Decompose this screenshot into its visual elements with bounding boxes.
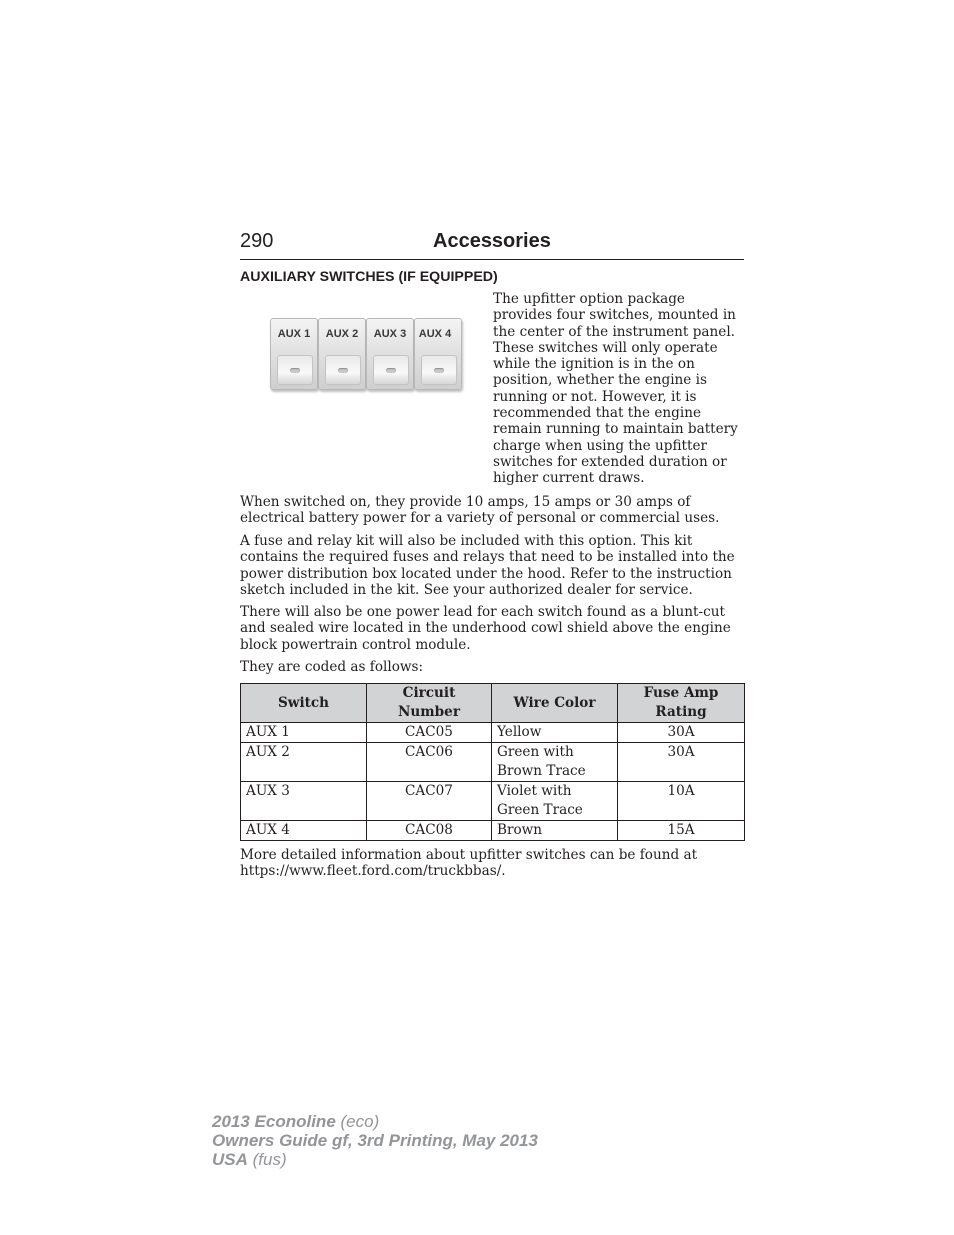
column-header: Switch xyxy=(241,684,367,723)
section-title: Accessories xyxy=(433,230,551,252)
aux-switch-label: AUX 1 xyxy=(277,328,311,340)
page-header xyxy=(240,229,744,260)
body-paragraph: They are coded as follows: xyxy=(240,659,424,675)
document-footer xyxy=(212,1112,538,1169)
table-row xyxy=(241,782,745,821)
aux-switch-2 xyxy=(318,318,366,390)
table-cell: 30A xyxy=(618,743,745,782)
table-cell: Yellow xyxy=(492,723,618,743)
intro-paragraph: The upfitter option package provides four switches, mounted in the center of the instrument panel. These switches will only operate while the ignition is in the on position, whether the engine is running or not. However, it is recommended that the engine remain running to maintain battery charge when using the upfitter switches for extended duration or higher current draws. xyxy=(493,291,738,487)
table-row xyxy=(241,743,745,782)
body-paragraph: A fuse and relay kit will also be included with this option. This kit contains the required fuses and relays that need to be installed into the power distribution box located under the hood. Refer to the instruction sketch included in the kit. See your authorized dealer for service. xyxy=(240,533,735,598)
footer-market-code: (fus) xyxy=(252,1150,287,1169)
closing-paragraph: More detailed information about upfitter switches can be found at https://www.fleet.ford.com/truckbbas/. xyxy=(240,847,698,880)
table-cell: Green with Brown Trace xyxy=(492,743,618,782)
aux-switch-label: AUX 3 xyxy=(373,328,407,340)
table-cell: AUX 4 xyxy=(241,821,367,841)
table-cell: AUX 1 xyxy=(241,723,367,743)
table-cell: Violet with Green Trace xyxy=(492,782,618,821)
section-subheading: AUXILIARY SWITCHES (IF EQUIPPED) xyxy=(240,269,498,285)
footer-model-code: (eco) xyxy=(340,1112,380,1131)
column-header: Fuse Amp Rating xyxy=(618,684,745,723)
aux-switches-illustration xyxy=(268,318,462,390)
switch-circuit-table xyxy=(240,683,745,841)
rocker-icon xyxy=(325,355,361,385)
column-header: Wire Color xyxy=(492,684,618,723)
body-paragraph: There will also be one power lead for each switch found as a blunt-cut and sealed wire located in the underhood cowl shield above the engine block powertrain control module. xyxy=(240,604,731,653)
table-cell: 30A xyxy=(618,723,745,743)
table-cell: CAC05 xyxy=(367,723,492,743)
aux-switch-label: AUX 2 xyxy=(325,328,359,340)
table-cell: CAC07 xyxy=(367,782,492,821)
footer-line xyxy=(212,1112,538,1131)
footer-market: USA xyxy=(212,1150,248,1169)
rocker-icon xyxy=(277,355,313,385)
rocker-icon xyxy=(373,355,409,385)
footer-edition: Owners Guide gf, 3rd Printing, May 2013 xyxy=(212,1131,538,1150)
table-cell: CAC08 xyxy=(367,821,492,841)
body-paragraph: When switched on, they provide 10 amps, 15 amps or 30 amps of electrical battery power for a variety of personal or commercial uses. xyxy=(240,494,720,527)
table-cell: AUX 2 xyxy=(241,743,367,782)
aux-switch-3 xyxy=(366,318,414,390)
table-cell: Brown xyxy=(492,821,618,841)
rocker-icon xyxy=(421,355,457,385)
aux-switch-1 xyxy=(270,318,318,390)
table-row xyxy=(241,723,745,743)
table-cell: 10A xyxy=(618,782,745,821)
footer-model: 2013 Econoline xyxy=(212,1112,336,1131)
table-cell: CAC06 xyxy=(367,743,492,782)
page-number: 290 xyxy=(240,230,274,252)
footer-line xyxy=(212,1150,538,1169)
table-cell: 15A xyxy=(618,821,745,841)
table-cell: AUX 3 xyxy=(241,782,367,821)
table-row xyxy=(241,821,745,841)
aux-switch-4 xyxy=(414,318,462,390)
column-header: Circuit Number xyxy=(367,684,492,723)
aux-switch-label: AUX 4 xyxy=(418,328,452,340)
table-header-row xyxy=(241,684,745,723)
